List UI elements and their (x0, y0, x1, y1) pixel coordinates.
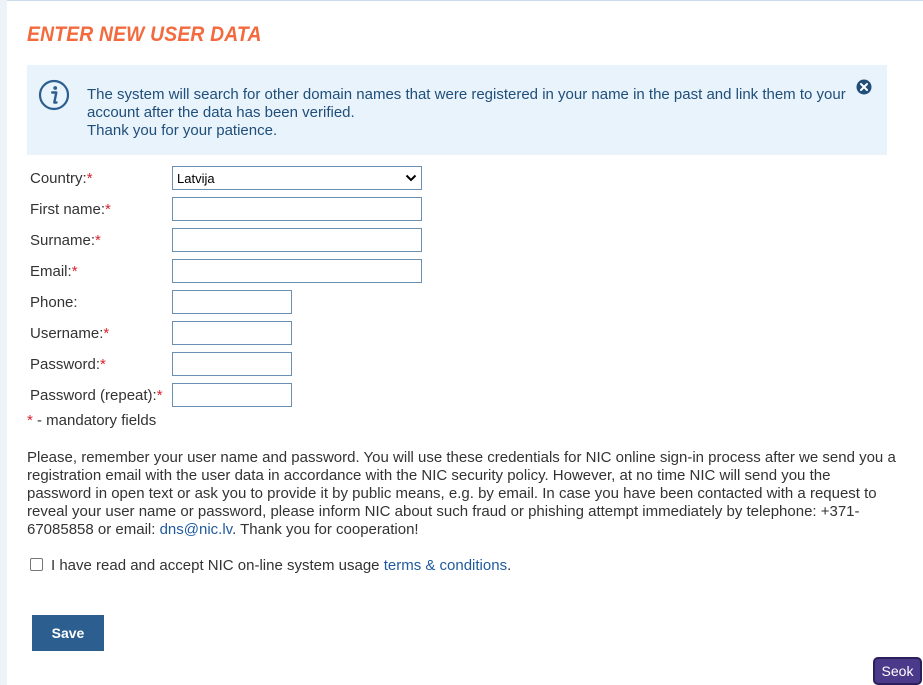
password-label: Password:* (30, 356, 106, 373)
left-edge-bar (0, 0, 7, 685)
mandatory-note: * - mandatory fields (27, 412, 157, 429)
password-repeat-input[interactable] (172, 383, 292, 407)
seek-button[interactable]: Seok (873, 657, 922, 685)
info-message (87, 86, 847, 140)
info-icon (38, 79, 70, 111)
email-label: Email:* (30, 263, 78, 280)
country-select[interactable] (172, 166, 422, 190)
info-box (27, 65, 887, 155)
surname-label: Surname:* (30, 232, 101, 249)
page-title: ENTER NEW USER DATA (27, 23, 262, 46)
save-button[interactable]: Save (32, 615, 104, 651)
chevron-down-icon (405, 173, 417, 183)
phone-input[interactable] (172, 290, 292, 314)
info-message-line2: Thank you for your patience. (87, 122, 278, 139)
top-border (0, 0, 923, 1)
country-select-value: Latvija (177, 171, 215, 186)
password-input[interactable] (172, 352, 292, 376)
phone-label: Phone: (30, 294, 78, 311)
terms-checkbox[interactable] (30, 558, 43, 571)
terms-link[interactable]: terms & conditions (383, 557, 508, 574)
close-icon[interactable] (856, 79, 872, 95)
email-input[interactable] (172, 259, 422, 283)
first-name-input[interactable] (172, 197, 422, 221)
first-name-label: First name:* (30, 201, 111, 218)
security-notice: Please, remember your user name and password. You will use these credentials for NIC online sign-in process after we send you a registration email with the user data in accordance with the NIC security policy. However, at no time NIC will send you the password in open text or ask you to provide it by public means, e.g. by email. In case you have been contacted with a request to reveal your user name or password, please inform NIC about such fraud or phishing attempt immediately by telephone: +371-67085858 or email: dns@nic.lv. Thank you for cooperation! (27, 449, 896, 538)
info-message-line1: The system will search for other domain names that were registered in your name in the past and link them to your account after the data has been verified. (87, 86, 846, 121)
email-link[interactable]: dns@nic.lv (159, 521, 233, 538)
password-repeat-label: Password (repeat):* (30, 387, 163, 404)
terms-label: I have read and accept NIC on-line system usage terms & conditions. (51, 557, 512, 574)
surname-input[interactable] (172, 228, 422, 252)
username-label: Username:* (30, 325, 110, 342)
country-label: Country:* (30, 170, 93, 187)
username-input[interactable] (172, 321, 292, 345)
